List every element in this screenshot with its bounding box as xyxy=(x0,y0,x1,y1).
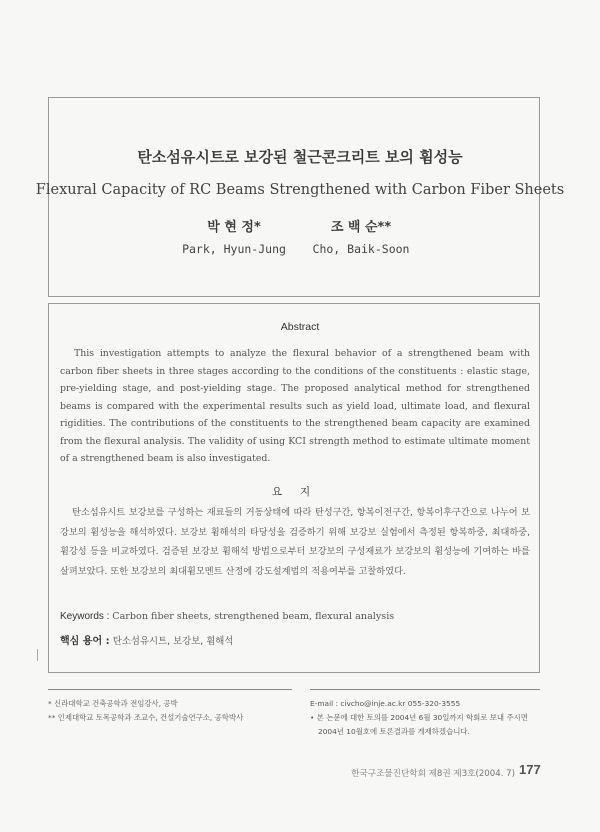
author-2-name-english: Cho, Baik-Soon xyxy=(312,242,410,256)
keywords-korean-value: 탄소섬유시트, 보강보, 휨해석 xyxy=(112,636,234,647)
footnotes-contact xyxy=(310,697,542,739)
footnotes-affiliations xyxy=(48,697,303,725)
keywords-korean xyxy=(60,632,530,647)
author-1-name-korean: 박 현 정* xyxy=(207,220,261,235)
footnote-divider-left xyxy=(48,689,292,690)
keywords-english-value: Carbon fiber sheets, strengthened beam, flexural analysis xyxy=(112,611,395,622)
keywords-korean-label: 핵심 용어 : xyxy=(60,636,110,647)
paper-title-korean: 탄소섬유시트로 보강된 철근콘크리트 보의 휨성능 xyxy=(137,148,463,166)
discussion-note: • 본 논문에 대한 토의를 2004년 6월 30일까지 학회로 보내 주시면 2004년 10월호에 토론결과를 게재하겠습니다. xyxy=(310,713,528,736)
korean-summary-text: 탄소섬유시트 보강보를 구성하는 재료들의 거동상태에 따라 탄성구간, 항복이전구간, 항복이후구간으로 나누어 보강보의 휨성능을 해석하였다. 보강보 휨해석의 타당성을 검증하기 위해 보강보 실험에서 측정된 항복하중, 최대하중, 휨강성 등을 비교하였다. 검증된 보강보 휨해석 방법으로부터 보강보의 구성재료가 보강보의 휨성능에 기여하는 바를 살펴보았다. 또한 보강보의 최대휨모멘트 산정에 강도설계법의 적용여부를 고찰하였다. xyxy=(60,507,530,577)
footnote-divider-right xyxy=(310,689,540,690)
page-number: 177 xyxy=(519,762,541,777)
footnote-author-1: * 신라대학교 건축공학과 전임강사, 공박 xyxy=(48,699,178,708)
author-1-name-english: Park, Hyun-Jung xyxy=(182,242,286,256)
contact-email: E-mail : civcho@inje.ac.kr 055-320-3555 xyxy=(310,699,461,708)
paper-title-english: Flexural Capacity of RC Beams Strengthened with Carbon Fiber Sheets xyxy=(35,182,565,198)
margin-mark xyxy=(37,649,38,661)
keywords-english xyxy=(60,611,530,622)
abstract-text: This investigation attempts to analyze the flexural behavior of a strengthened beam with carbon fiber sheets in three stages according to the conditions of the constituents : elastic stage, pre-yielding stage, and post-yielding stage. The proposed analytical method for strengthened beams is compared with the experimental results such as yield load, ultimate load, and flexural rigidities. The contributions of the constituents to the strengthened beam capacity are examined from the flexural analysis. The validity of using KCI strength method to estimate ultimate moment of a strengthened beam is also investigated. xyxy=(60,348,530,464)
keywords-english-label: Keywords : xyxy=(60,611,110,622)
journal-citation: 한국구조물진단학회 제8권 제3호(2004. 7) xyxy=(351,769,515,779)
korean-summary-heading: 요지 xyxy=(271,486,329,498)
author-2-name-korean: 조 백 순** xyxy=(330,220,392,235)
footnote-author-2: ** 인제대학교 토목공학과 조교수, 건설기술연구소, 공학박사 xyxy=(48,713,244,722)
abstract-heading: Abstract xyxy=(280,321,320,333)
